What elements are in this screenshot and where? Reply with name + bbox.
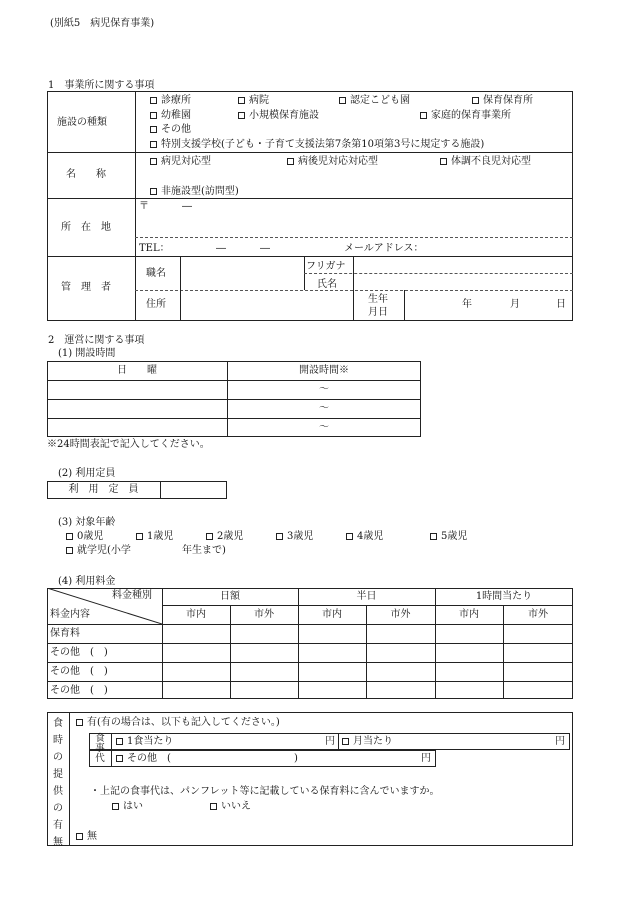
facility-option-small-nursery[interactable]: 小規模保育施設 (238, 110, 319, 122)
birth-month-label: 月 (510, 299, 520, 310)
checkbox-icon (346, 533, 353, 540)
postal-mark: 〒 (139, 201, 149, 212)
section2-heading: 2 運営に関する事項 (48, 335, 145, 346)
checkbox-icon (430, 533, 437, 540)
hours-note: ※24時間表記で記入してください。 (47, 439, 210, 450)
fees-row-label: その他 ( ) (50, 666, 108, 677)
page-title: (別紙5 病児保育事業) (50, 18, 155, 29)
tel-dash-1: ― (216, 243, 226, 254)
fees-group-halfday: 半日 (356, 591, 377, 602)
fees-corner-bottom: 料金内容 (50, 609, 90, 620)
checkbox-icon (238, 97, 245, 104)
tel-label: TEL： (139, 243, 170, 254)
age-option-1[interactable]: 1歳児 (136, 531, 173, 543)
checkbox-icon (116, 738, 123, 745)
checkbox-icon (238, 112, 245, 119)
fees-row-label: その他 ( ) (50, 685, 108, 696)
facility-option-certified-kodomoen[interactable]: 認定こども園 (339, 95, 410, 107)
checkbox-icon (287, 158, 294, 165)
section1-heading: 1 事業所に関する事項 (48, 80, 155, 91)
name-label: 名 称 (66, 169, 106, 180)
hours-heading: (1) 開設時間 (58, 348, 116, 359)
checkbox-icon (112, 803, 119, 810)
age-option-5[interactable]: 5歳児 (430, 531, 467, 543)
birth-label-1: 生年 (368, 294, 388, 305)
facility-option-hospital[interactable]: 病院 (238, 95, 269, 107)
email-label: メールアドレス： (344, 243, 424, 254)
meal-per-meal-option[interactable]: 1食当たり (116, 736, 173, 748)
fees-sub-city: 市内 (322, 609, 342, 620)
answer-no-option[interactable]: いいえ (210, 801, 251, 813)
checkbox-icon (342, 738, 349, 745)
age-option-2[interactable]: 2歳児 (206, 531, 243, 543)
meal-question: ・上記の食事代は、パンフレット等に記載している保育料に含んでいますか。 (90, 786, 440, 797)
fees-sub-outside: 市外 (390, 609, 411, 620)
checkbox-icon (210, 803, 217, 810)
fees-row-label: その他 ( ) (50, 647, 108, 658)
postal-dash: ― (182, 201, 192, 212)
type-option-recovering-child[interactable]: 病後児対応対応型 (287, 156, 378, 168)
fees-group-hourly: 1時間当たり (475, 591, 533, 602)
checkbox-icon (150, 141, 157, 148)
fees-sub-city: 市内 (459, 609, 479, 620)
checkbox-icon (150, 188, 157, 195)
fees-row-label: 保育料 (50, 628, 80, 639)
manager-name-label: 氏名 (317, 279, 337, 290)
checkbox-icon (150, 97, 157, 104)
meals-side-label: 食 時 の 提 供 の 有 無 (53, 718, 63, 848)
facility-option-kindergarten[interactable]: 幼稚園 (150, 110, 191, 122)
facility-option-clinic[interactable]: 診療所 (150, 95, 191, 107)
checkbox-icon (66, 547, 73, 554)
age-school-suffix: 年生まで) (182, 545, 226, 556)
meal-per-month-option[interactable]: 月当たり (342, 736, 393, 748)
hours-col-day: 日 曜 (117, 365, 157, 376)
checkbox-icon (276, 533, 283, 540)
facility-type-label: 施設の種類 (57, 117, 107, 128)
furigana-label: フリガナ (306, 261, 346, 272)
meal-other-option[interactable]: その他 ( (116, 753, 171, 765)
checkbox-icon (150, 112, 157, 119)
yen-label: 円 (421, 753, 431, 764)
checkbox-icon (206, 533, 213, 540)
type-option-visiting[interactable]: 非施設型(訪問型) (150, 186, 239, 198)
fees-heading: (4) 利用料金 (58, 576, 116, 587)
checkbox-icon (150, 158, 157, 165)
checkbox-icon (420, 112, 427, 119)
fees-corner-top: 料金種別 (112, 590, 152, 601)
age-option-3[interactable]: 3歳児 (276, 531, 313, 543)
age-option-0[interactable]: 0歳児 (66, 531, 103, 543)
checkbox-icon (440, 158, 447, 165)
position-label: 職名 (146, 268, 166, 279)
type-option-unwell-child[interactable]: 体調不良児対応型 (440, 156, 531, 168)
checkbox-icon (472, 97, 479, 104)
hours-tilde: ～ (319, 384, 329, 395)
birth-year-label: 年 (462, 299, 472, 310)
hours-tilde: ～ (319, 403, 329, 414)
facility-option-nursery[interactable]: 保育保育所 (472, 95, 533, 107)
fees-group-daily: 日額 (220, 591, 240, 602)
checkbox-icon (76, 833, 83, 840)
tel-dash-2: ― (260, 243, 270, 254)
checkbox-icon (339, 97, 346, 104)
location-label: 所 在 地 (61, 222, 111, 233)
birth-label-2: 月日 (368, 307, 388, 318)
address-label: 住所 (146, 299, 166, 310)
fees-sub-city: 市内 (186, 609, 206, 620)
birth-day-label: 日 (556, 299, 566, 310)
facility-option-other[interactable]: その他 (150, 124, 191, 136)
checkbox-icon (150, 126, 157, 133)
age-heading: (3) 対象年齢 (58, 517, 116, 528)
meals-no-option[interactable]: 無 (76, 831, 97, 843)
facility-option-special-school[interactable]: 特別支援学校(子ども・子育て支援法第7条第10項第3号に規定する施設) (150, 139, 484, 151)
manager-label: 管 理 者 (61, 282, 111, 293)
meal-cost-label: 食 事 代 (95, 733, 105, 764)
capacity-heading: (2) 利用定員 (58, 468, 116, 479)
checkbox-icon (136, 533, 143, 540)
checkbox-icon (116, 755, 123, 762)
type-option-sick-child[interactable]: 病児対応型 (150, 156, 211, 168)
yen-label: 円 (555, 736, 565, 747)
age-option-school[interactable]: 就学児(小学 (66, 545, 131, 557)
age-option-4[interactable]: 4歳児 (346, 531, 383, 543)
answer-yes-option[interactable]: はい (112, 801, 143, 813)
hours-col-hours: 開設時間※ (299, 365, 349, 376)
capacity-label: 利 用 定 員 (68, 484, 139, 495)
fees-sub-outside: 市外 (528, 609, 548, 620)
fees-sub-outside: 市外 (254, 609, 274, 620)
checkbox-icon (76, 719, 83, 726)
yen-label: 円 (325, 736, 335, 747)
meals-yes-option[interactable]: 有(有の場合は、以下も記入してください。) (76, 717, 280, 729)
hours-tilde: ～ (319, 422, 329, 433)
checkbox-icon (66, 533, 73, 540)
meal-other-close: ) (294, 753, 298, 764)
facility-option-home-nursery[interactable]: 家庭的保育事業所 (420, 110, 511, 122)
